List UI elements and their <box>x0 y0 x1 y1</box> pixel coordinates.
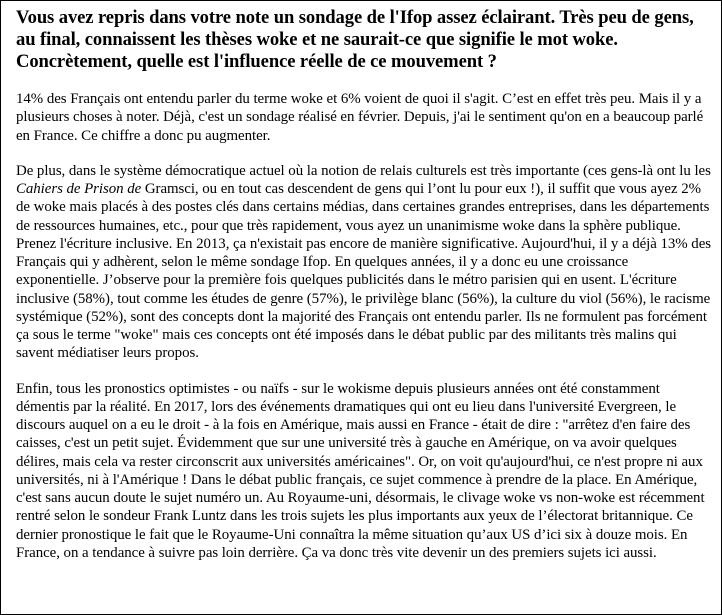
paragraph-2-text-after: Gramsci, ou en tout cas descendent de gens qui l’ont lu pour eux !), il suffit que vous ayez 2% de woke mais placés à des postes clés dans certains médias, dans certaines grandes entreprises, dans les départements de ressources humaines, etc., pour que très rapidement, vous ayez un unanimisme woke dans la sphère publique. Prenez l'écriture inclusive. En 2013, ça n'existait pas encore de manière significative. Aujourd'hui, il y a déjà 13% des Français qui y adhèrent, selon le même sondage Ifop. En quelques années, il y a donc eu une croissance exponentielle. J’observe pour la première fois quelques publicités dans le métro parisien qui en usent. L'écriture inclusive (58%), tout comme les études de genre (57%), le privilège blanc (56%), la culture du viol (56%), le racisme systémique (52%), sont des concepts dont la majorité des Français ont entendu parler. Ils ne formulent pas forcément ça sous le terme "woke" mais ces concepts ont été imposés dans le débat public par des militants très malins qui savent médiatiser leurs propos. <box>16 181 712 362</box>
answer-paragraph-3: Enfin, tous les pronostics optimistes - ou naïfs - sur le wokisme depuis plusieurs années ont été constamment démentis par la réalité. En 2017, lors des événements dramatiques qui ont eu lieu dans l'université Evergreen, le discours auquel on a eu le droit - à la fois en Amérique, mais aussi en France - était de dire : "arrêtez d'en faire des caisses, c'est un petit sujet. Évidemment que sur une université très à gauche en Amérique, on va avoir quelques délires, mais cela va rester circonscrit aux universités américaines". Or, on voit qu'aujourd'hui, ce n'est propre ni aux universités, ni à l'Amérique ! Dans le débat public français, ce sujet commence à prendre de la place. En Amérique, c'est sans aucun doute le sujet numéro un. Au Royaume-uni, désormais, le clivage woke vs non-woke est récemment rentré selon le sondeur Frank Luntz dans les trois sujets les plus importants aux yeux de l’électorat britannique. Ce dernier pronostique le fait que le Royaume-Uni connaîtra la même situation qu’aux US d’ici six à douze mois. En France, on a tendance à suivre pas loin derrière. Ça va donc très vite devenir un des premiers sujets ici aussi. <box>16 380 705 561</box>
spacer <box>16 73 712 90</box>
book-title-italic: Cahiers de Prison de <box>16 181 142 197</box>
answer-paragraph-1: 14% des Français ont entendu parler du terme woke et 6% voient de quoi il s'agit. C’est en effet très peu. Mais il y a plusieurs choses à noter. Déjà, c'est un sondage réalisé en février. Depuis, j'ai le sentiment qu'on en a beaucoup parlé en France. Ce chiffre a donc pu augmenter. <box>16 91 704 144</box>
interview-question: Vous avez repris dans votre note un sondage de l'Ifop assez éclairant. Très peu de gens, au final, connaissent les thèses woke et ne saurait-ce que signifie le mot woke. Concrètement, quelle est l'influence réelle de ce mouvement ? <box>16 7 694 72</box>
spacer <box>16 363 712 380</box>
article-content <box>16 7 712 562</box>
answer-paragraph-2 <box>16 162 712 363</box>
spacer <box>16 145 712 162</box>
paragraph-2-text-before: De plus, dans le système démocratique actuel où la notion de relais culturels est très importante (ces gens-là ont lu les <box>16 162 711 179</box>
